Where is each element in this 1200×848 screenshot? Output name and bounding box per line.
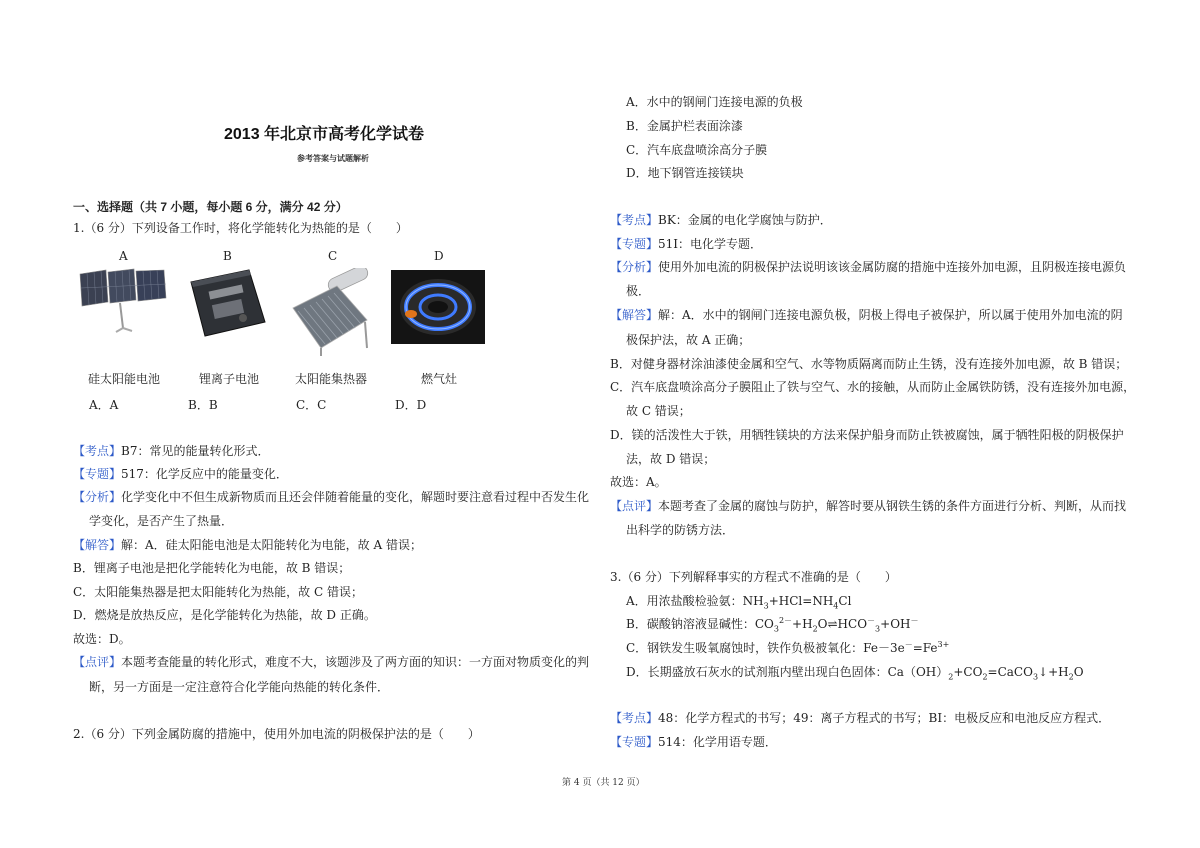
q3-d-end: O [1073, 665, 1084, 679]
gas-stove-image [391, 270, 485, 344]
q3-zhuanti-tag: 【专题】 [610, 735, 659, 749]
q3-option-d [626, 664, 1084, 680]
q2-jieda-b: B．对健身器材涂油漆使金属和空气、水等物质隔离而防止生锈，没有连接外加电源，故 B 错误； [610, 357, 1128, 371]
q2-dianping [610, 498, 1126, 514]
q2-jieda-c2: 故 C 错误； [626, 404, 691, 418]
solar-heater-image [287, 268, 377, 358]
q3-b-mid2: O⇌HCO [817, 617, 868, 631]
battery-image [183, 268, 271, 338]
q2-jieda-tag: 【解答】 [610, 308, 659, 322]
q3-b-text: B．碳酸钠溶液显碱性：CO [626, 617, 774, 631]
q1-option-c: C．C [296, 398, 327, 412]
page-subtitle: 参考答案与试题解析 [297, 154, 369, 163]
q2-dianping-line2: 出科学的防锈方法． [626, 523, 735, 537]
q1-fenxi [73, 489, 589, 505]
q1-jieda-c: C．太阳能集热器是把太阳能转化为热能，故 C 错误； [73, 585, 363, 599]
q1-zhuanti [73, 466, 288, 482]
solar-panel-image [78, 268, 168, 336]
q3-b-sup3: － [910, 616, 919, 625]
q1-fenxi-tag: 【分析】 [73, 490, 122, 504]
page-title: 2013 年北京市高考化学试卷 [224, 126, 425, 143]
q3-a-sub2: 4 [833, 601, 839, 611]
q2-fenxi [610, 259, 1126, 275]
q1-caption-c: 太阳能集热器 [295, 372, 368, 386]
q1-letter-b: B [223, 249, 232, 263]
q3-zhuanti [610, 734, 777, 750]
section-heading: 一、选择题（共 7 小题，每小题 6 分，满分 42 分） [73, 200, 348, 214]
q2-jieda-line2: 极保护法，故 A 正确； [626, 333, 751, 347]
q3-b-sub2: 2 [812, 624, 818, 634]
q3-c-mid: =Fe [912, 641, 938, 655]
q3-d-mid2: =CaCO [987, 665, 1033, 679]
q1-option-a: A．A [89, 398, 119, 412]
q1-jieda-b: B．锂离子电池是把化学能转化为电能，故 B 错误； [73, 561, 351, 575]
q3-kaodian-tag: 【考点】 [610, 711, 659, 725]
q1-fenxi-line2: 学变化，是否产生了热量． [89, 514, 234, 528]
q1-caption-d: 燃气灶 [421, 372, 458, 386]
q2-kaodian-tag: 【考点】 [610, 213, 659, 227]
q2-jieda-d1: D．镁的活泼性大于铁，用牺牲镁块的方法来保护船身而防止铁被腐蚀，属于牺牲阳极的阴极保护 [610, 428, 1124, 442]
q1-kaodian-text: B7：常见的能量转化形式． [121, 444, 270, 458]
q3-c-sup1: － [904, 640, 913, 649]
q1-zhuanti-tag: 【专题】 [73, 467, 122, 481]
q1-jieda [73, 537, 422, 553]
q1-jieda-text1: 解：A．硅太阳能电池是太阳能转化为电能，故 A 错误； [121, 538, 422, 552]
q2-fenxi-line2: 极． [626, 284, 651, 298]
q2-jieda-text1: 解：A．水中的钢闸门连接电源负极，阴极上得电子被保护，所以属于使用外加电流的阴 [658, 308, 1123, 322]
q1-dianping-line2: 断，另一方面是一定注意符合化学能向热能的转化条件． [89, 680, 390, 694]
q2-fenxi-tag: 【分析】 [610, 260, 659, 274]
q2-zhuanti-text: 51I：电化学专题． [658, 237, 763, 251]
q3-d-mid3: ↓+H [1038, 665, 1069, 679]
q3-b-mid: +H [792, 617, 813, 631]
q3-b-sup1: 2－ [778, 616, 793, 625]
q1-jieda-d: D．燃烧是放热反应，是化学能转化为热能，故 D 正确。 [73, 608, 376, 622]
q2-option-a: A．水中的钢闸门连接电源的负极 [626, 95, 803, 109]
q2-jieda-c1: C．汽车底盘喷涂高分子膜阻止了铁与空气、水的接触，从而防止金属铁防锈，没有连接外加电源， [610, 380, 1136, 394]
q1-kaodian [73, 443, 269, 459]
q2-dianping-tag: 【点评】 [610, 499, 659, 513]
q3-option-b [626, 616, 919, 632]
q3-d-sub1: 2 [948, 672, 954, 682]
q3-a-end: Cl [838, 594, 852, 608]
q3-stem: 3.（6 分）下列解释事实的方程式不准确的是（ ） [610, 570, 897, 584]
q3-b-end: +OH [880, 617, 911, 631]
q1-zhuanti-text: 517：化学反应中的能量变化． [121, 467, 288, 481]
q1-option-b: B．B [188, 398, 218, 412]
q2-option-b: B．金属护栏表面涂漆 [626, 119, 743, 133]
q1-dianping-text1: 本题考查能量的转化形式，难度不大，该题涉及了两方面的知识：一方面对物质变化的判 [121, 655, 590, 669]
q2-kaodian [610, 212, 832, 228]
q3-zhuanti-text: 514：化学用语专题． [658, 735, 777, 749]
q2-kaodian-text: BK：金属的电化学腐蚀与防护． [658, 213, 832, 227]
q3-d-sub2: 2 [982, 672, 988, 682]
q3-option-a [626, 593, 851, 609]
q3-b-sub1: 3 [773, 624, 779, 634]
q1-jieda-tag: 【解答】 [73, 538, 122, 552]
q3-c-sup2: 3+ [937, 640, 950, 649]
page-footer: 第 4 页（共 12 页） [562, 778, 645, 788]
q1-dianping [73, 654, 589, 670]
q2-dianping-text1: 本题考查了金属的腐蚀与防护，解答时要从钢铁生锈的条件方面进行分析、判断，从而找 [658, 499, 1127, 513]
q1-guxuan: 故选：D。 [73, 632, 131, 646]
q1-kaodian-tag: 【考点】 [73, 444, 122, 458]
q2-jieda [610, 307, 1123, 323]
q1-fenxi-text1: 化学变化中不但生成新物质而且还会伴随着能量的变化，解题时要注意看过程中否发生化 [121, 490, 590, 504]
q2-option-d: D．地下钢管连接镁块 [626, 166, 744, 180]
q1-caption-a: 硅太阳能电池 [88, 372, 161, 386]
q1-dianping-tag: 【点评】 [73, 655, 122, 669]
q2-jieda-d2: 法，故 D 错误； [626, 452, 716, 466]
q1-option-d: D．D [395, 398, 427, 412]
q2-stem: 2.（6 分）下列金属防腐的措施中，使用外加电流的阴极保护法的是（ ） [73, 727, 480, 741]
q1-stem: 1.（6 分）下列设备工作时，将化学能转化为热能的是（ ） [73, 221, 408, 235]
q3-d-text: D．长期盛放石灰水的试剂瓶内壁出现白色固体：Ca（OH） [626, 665, 949, 679]
q1-letter-c: C [328, 249, 338, 263]
q1-letter-a: A [119, 249, 128, 263]
q3-b-sub3: 3 [875, 624, 881, 634]
q3-c-text: C．钢铁发生吸氧腐蚀时，铁作负极被氧化：Fe－3e [626, 641, 905, 655]
q3-a-sub1: 3 [763, 601, 769, 611]
q2-guxuan: 故选：A。 [610, 475, 667, 489]
q2-fenxi-text1: 使用外加电流的阴极保护法说明该该金属防腐的措施中连接外加电源，且阴极连接电源负 [658, 260, 1127, 274]
q3-kaodian [610, 710, 1110, 726]
q3-option-c [626, 640, 949, 656]
q2-option-c: C．汽车底盘喷涂高分子膜 [626, 143, 768, 157]
q3-a-mid: +HCl=NH [768, 594, 834, 608]
q3-d-mid: +CO [953, 665, 983, 679]
q1-caption-b: 锂离子电池 [199, 372, 260, 386]
q3-a-text: A．用浓盐酸检验氨：NH [626, 594, 764, 608]
q1-letter-d: D [434, 249, 444, 263]
q3-kaodian-text: 48：化学方程式的书写；49：离子方程式的书写；BI：电极反应和电池反应方程式． [658, 711, 1111, 725]
q2-zhuanti-tag: 【专题】 [610, 237, 659, 251]
q3-d-sub4: 2 [1068, 672, 1074, 682]
q3-d-sub3: 3 [1032, 672, 1039, 682]
q2-zhuanti [610, 236, 762, 252]
q3-b-sup2: － [867, 616, 876, 625]
